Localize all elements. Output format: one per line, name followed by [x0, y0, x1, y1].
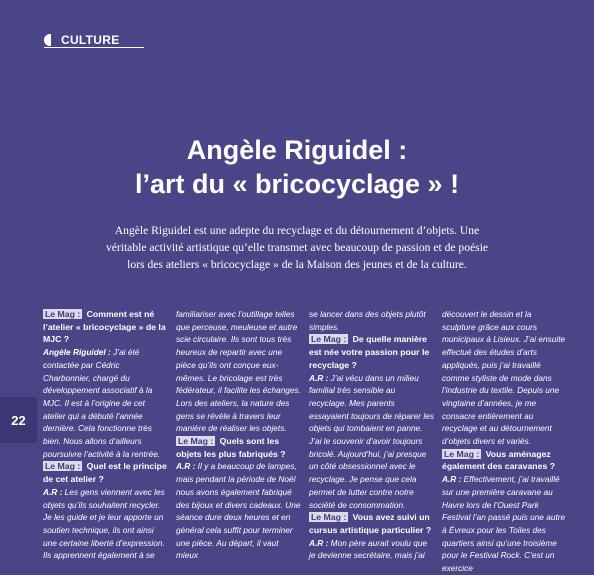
le-mag-tag: Le Mag :	[444, 448, 480, 459]
question-6	[442, 448, 567, 473]
le-mag-tag: Le Mag :	[45, 309, 81, 319]
page-number: 22	[11, 412, 26, 428]
page-number-tab	[0, 397, 37, 443]
answer-6-text: Effectivement, j’ai travaillé sur une première caravane au Havre lors de l’Ouest Park Festival l’an passé puis une autre à Évreux pour les Toiles des quartiers ainsi qu’une troisième pour le Festival Rock. C’est un exercice	[442, 474, 566, 574]
le-mag-tag: Le Mag :	[311, 334, 347, 345]
le-mag-tag: Le Mag :	[45, 461, 81, 472]
article-lead: Angèle Riguidel est une adepte du recyclage et du détournement d’objets. Une véritable activité artistique qu’elle transmet avec beaucoup de passion et de poésie lors des ateliers « bricocyclage » de la Maison des jeunes et de la culture.	[105, 224, 489, 271]
question-4	[309, 333, 434, 371]
answer-2-continued: familiariser avec l’outillage telles que perceuse, meuleuse et autre scie circulaire. Ils sont tous très heureux de repartir avec une pièce qu’ils ont conçue eux-mêmes. Le bricolage est très fédérateur, il facilite les échanges. Lors des ateliers, la nature des gens se révèle à travers leur manière de réaliser les objets.	[176, 309, 301, 434]
article-title	[60, 133, 534, 201]
question-1	[43, 308, 168, 346]
le-mag-tag: Le Mag :	[178, 436, 214, 447]
answer-3	[176, 460, 301, 562]
answer-2	[43, 486, 168, 562]
answer-1	[43, 346, 168, 460]
column-2	[176, 308, 301, 562]
question-2-text: Quel est le principe de cet atelier ?	[43, 461, 167, 485]
section-label: CULTURE	[61, 33, 120, 47]
column-1	[43, 308, 168, 562]
column-4	[442, 308, 567, 575]
column-3	[309, 308, 434, 562]
answer-4-speaker: A.R :	[309, 372, 329, 383]
title-line-2: l’art du « bricocyclage » !	[134, 169, 460, 199]
question-1-text: Comment est né l’atelier « bricocyclage » de la MJC ?	[43, 309, 166, 345]
answer-1-speaker: Angèle Riguidel :	[43, 347, 111, 358]
question-4-text: De quelle manière est née votre passion pour le recyclage ?	[309, 334, 430, 370]
answer-6	[442, 473, 567, 575]
answer-6-speaker: A.R :	[442, 474, 462, 485]
section-rule	[44, 47, 144, 48]
answer-4	[309, 372, 434, 512]
le-mag-tag: Le Mag :	[311, 512, 347, 523]
question-3	[176, 435, 301, 460]
half-moon-icon	[44, 34, 51, 46]
answer-5	[309, 537, 434, 562]
answer-2-text: Les gens viennent avec les objets qu’ils souhaitent recycler. Je les guide et je leur apporte un soutien technique, ils ont ainsi une certaine liberté d’expression. Ils apprennent également à se	[43, 486, 165, 561]
answer-5-text: Mon père aurait voulu que je devienne secrétaire, mais j’ai	[309, 537, 428, 561]
answer-1-text: J’ai été contactée par Cédric Charbonnier, chargé du développement associatif à la MJC. Il est à l’origine de cet atelier qui a débuté l’année dernière. Cela fonctionne très bien. Nous allons d’ailleurs poursuivre l’activité à la rentrée.	[43, 347, 161, 459]
answer-5-continued: découvert le dessin et la sculpture grâce aux cours municipaux à Lisieux. J’ai ensuite effectué des études d’arts appliqués, puis j’ai travaillé comme styliste de mode dans l’industrie du textile. Depuis une vingtaine d’années, je me consacre entièrement au recyclage et au détournement d’objets divers et variés.	[442, 309, 566, 447]
answer-4-text: J’ai vécu dans un milieu familial très sensible au recyclage. Mes parents essayaient toujours de réparer les objets qui tombaient en panne. J’ai le souvenir d’avoir toujours bricolé. Aujourd’hui, j’ai presque un côté obsessionnel avec le recyclage. Je pense que cela permet de lutter contre notre société de consommation.	[309, 372, 434, 510]
answer-3-text: Il y a beaucoup de lampes, mais pendant la période de Noël nous avons également fabriqué des bijoux et divers cadeaux. Une séance dure deux heures et en général cela suffit pour terminer une pièce. Au départ, il vaut mieux	[176, 461, 301, 561]
question-5-text: Vous avez suivi un cursus artistique particulier ?	[309, 512, 432, 535]
question-2	[43, 460, 168, 485]
question-3-text: Quels sont les objets les plus fabriqués ?	[176, 436, 286, 459]
question-5	[309, 511, 434, 536]
answer-3-speaker: A.R :	[176, 461, 196, 472]
title-line-1: Angèle Riguidel :	[186, 135, 408, 165]
answer-3-continued: se lancer dans des objets plutôt simples.	[309, 309, 426, 332]
question-6-text: Vous aménagez également des caravanes ?	[442, 448, 555, 472]
answer-2-speaker: A.R :	[43, 486, 63, 497]
answer-5-speaker: A.R :	[309, 537, 329, 548]
